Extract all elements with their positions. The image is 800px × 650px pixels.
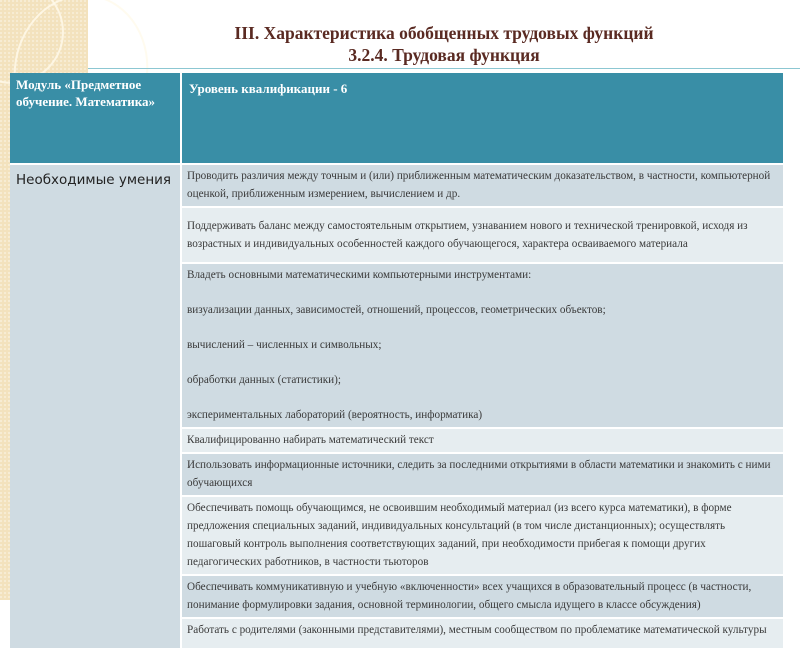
skill-text: Обеспечивать помощь обучающимся, не освоившим необходимый материал (из всего курса математики), в форме предложения специальных заданий, индивидуальных консультаций (в том числе дистанционных); осуществлять пошаговый контроль выполнения соответствующих заданий, при необходимости прибегая к помощи других педагогических работников, в частности тьюторов — [187, 502, 732, 568]
skill-cell — [182, 429, 783, 454]
title-line-1: III. Характеристика обобщенных трудовых функций — [234, 23, 654, 43]
skill-cell — [182, 619, 783, 650]
skill-text: Использовать информационные источники, следить за последними открытиями в области математики и знакомить с ними обучающихся — [187, 459, 771, 489]
skill-cell — [182, 264, 783, 429]
competency-table — [10, 73, 783, 650]
title-divider — [88, 68, 800, 69]
skill-cell — [182, 576, 783, 619]
skill-cell — [182, 165, 783, 208]
skill-subitem: визуализации данных, зависимостей, отношений, процессов, геометрических объектов; — [187, 304, 606, 316]
skill-subitem: экспериментальных лабораторий (вероятность, информатика) — [187, 409, 483, 421]
section-label: Необходимые умения — [10, 165, 182, 650]
table-header-row — [10, 73, 783, 165]
skill-subitem: обработки данных (статистики); — [187, 374, 341, 386]
skill-cell — [182, 208, 783, 264]
table-row — [10, 165, 783, 208]
skill-text: Владеть основными математическими компьютерными инструментами: — [187, 269, 532, 281]
skill-text: Работать с родителями (законными представителями), местным сообществом по проблематике математической культуры — [187, 624, 767, 636]
skill-subitem: вычислений – численных и символьных; — [187, 339, 382, 351]
skill-text: Поддерживать баланс между самостоятельным открытием, узнаванием нового и технической тренировкой, исходя из возрастных и индивидуальных особенностей каждого обучающегося, характера осваиваемого материала — [187, 220, 748, 250]
skill-cell — [182, 497, 783, 576]
header-qualification-level: Уровень квалификации - 6 — [182, 73, 783, 165]
skill-text: Проводить различия между точным и (или) приближенным математическим доказательством, в частности, компьютерной оценкой, приближенным измерением, вычислением и др. — [187, 170, 771, 200]
skill-text: Обеспечивать коммуникативную и учебную «включенности» всех учащихся в образовательный процесс (в частности, понимание формулировки задания, основной терминологии, общего смысла идущего в классе обсуждения) — [187, 581, 752, 611]
header-module: Модуль «Предметное обучение. Математика» — [10, 73, 182, 165]
skill-cell — [182, 454, 783, 497]
title-line-2: 3.2.4. Трудовая функция — [348, 45, 540, 65]
slide-title — [88, 22, 800, 66]
skill-text: Квалифицированно набирать математический текст — [187, 434, 434, 446]
